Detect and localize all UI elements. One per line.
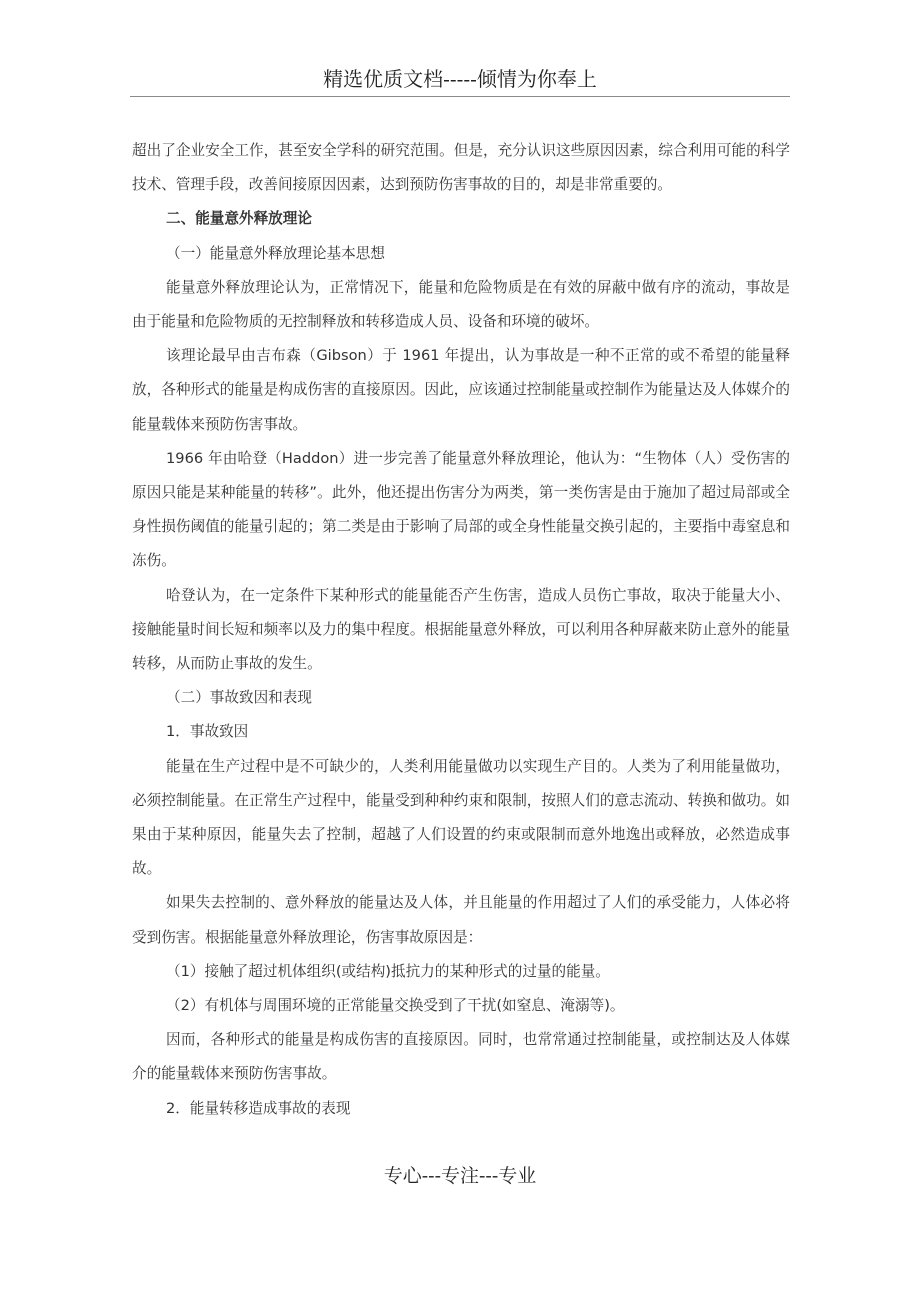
subsection-heading: （一）能量意外释放理论基本思想: [166, 244, 385, 262]
page-header: [130, 62, 790, 97]
page-footer: [0, 1160, 920, 1192]
page-footer-text: 专心---专注---专业: [383, 1165, 537, 1187]
item-heading: 1．事故致因: [166, 723, 249, 741]
paragraph: 能量在生产过程中是不可缺少的，人类利用能量做功以实现生产目的。人类为了利用能量做功，必须控制能量。在正常生产过程中，能量受到种种约束和限制，按照人们的意志流动、转换和做功。如果由于某种原因，能量失去了控制，超越了人们设置的约束或限制而意外地逸出或释放，必然造成事故。: [132, 757, 790, 878]
document-body: [132, 134, 790, 1126]
paragraph: 超出了企业安全工作，甚至安全学科的研究范围。但是，充分认识这些原因因素，综合利用可能的科学技术、管理手段，改善间接原因因素，达到预防伤害事故的目的，却是非常重要的。: [132, 142, 790, 194]
paragraph: 该理论最早由吉布森（Gibson）于 1961 年提出，认为事故是一种不正常的或不希望的能量释放，各种形式的能量是构成伤害的直接原因。因此，应该通过控制能量或控制作为能量达及人体媒介的能量载体来预防伤害事故。: [132, 347, 790, 433]
subsection-heading: （二）事故致因和表现: [166, 689, 312, 707]
page-header-title: 精选优质文档-----倾情为你奉上: [323, 67, 597, 91]
paragraph: 哈登认为，在一定条件下某种形式的能量能否产生伤害，造成人员伤亡事故，取决于能量大小、接触能量时间长短和频率以及力的集中程度。根据能量意外释放，可以利用各种屏蔽来防止意外的能量转移，从而防止事故的发生。: [132, 586, 790, 673]
list-item: （1）接触了超过机体组织(或结构)抵抗力的某种形式的过量的能量。: [166, 962, 610, 980]
paragraph: 如果失去控制的、意外释放的能量达及人体，并且能量的作用超过了人们的承受能力，人体必将受到伤害。根据能量意外释放理论，伤害事故原因是：: [132, 894, 790, 946]
list-item: （2）有机体与周围环境的正常能量交换受到了干扰(如窒息、淹溺等)。: [166, 997, 625, 1015]
section-heading: 二、能量意外释放理论: [166, 210, 312, 228]
paragraph: 能量意外释放理论认为，正常情况下，能量和危险物质是在有效的屏蔽中做有序的流动，事故是由于能量和危险物质的无控制释放和转移造成人员、设备和环境的破坏。: [132, 278, 790, 331]
paragraph: 1966 年由哈登（Haddon）进一步完善了能量意外释放理论，他认为：“生物体（人）受伤害的原因只能是某种能量的转移”。此外，他还提出伤害分为两类，第一类伤害是由于施加了超过局部或全身性损伤阈值的能量引起的；第二类是由于影响了局部的或全身性能量交换引起的，主要指中毒窒息和冻伤。: [132, 449, 790, 570]
item-heading: 2．能量转移造成事故的表现: [166, 1099, 351, 1117]
paragraph: 因而，各种形式的能量是构成伤害的直接原因。同时，也常常通过控制能量，或控制达及人体媒介的能量载体来预防伤害事故。: [132, 1031, 790, 1083]
